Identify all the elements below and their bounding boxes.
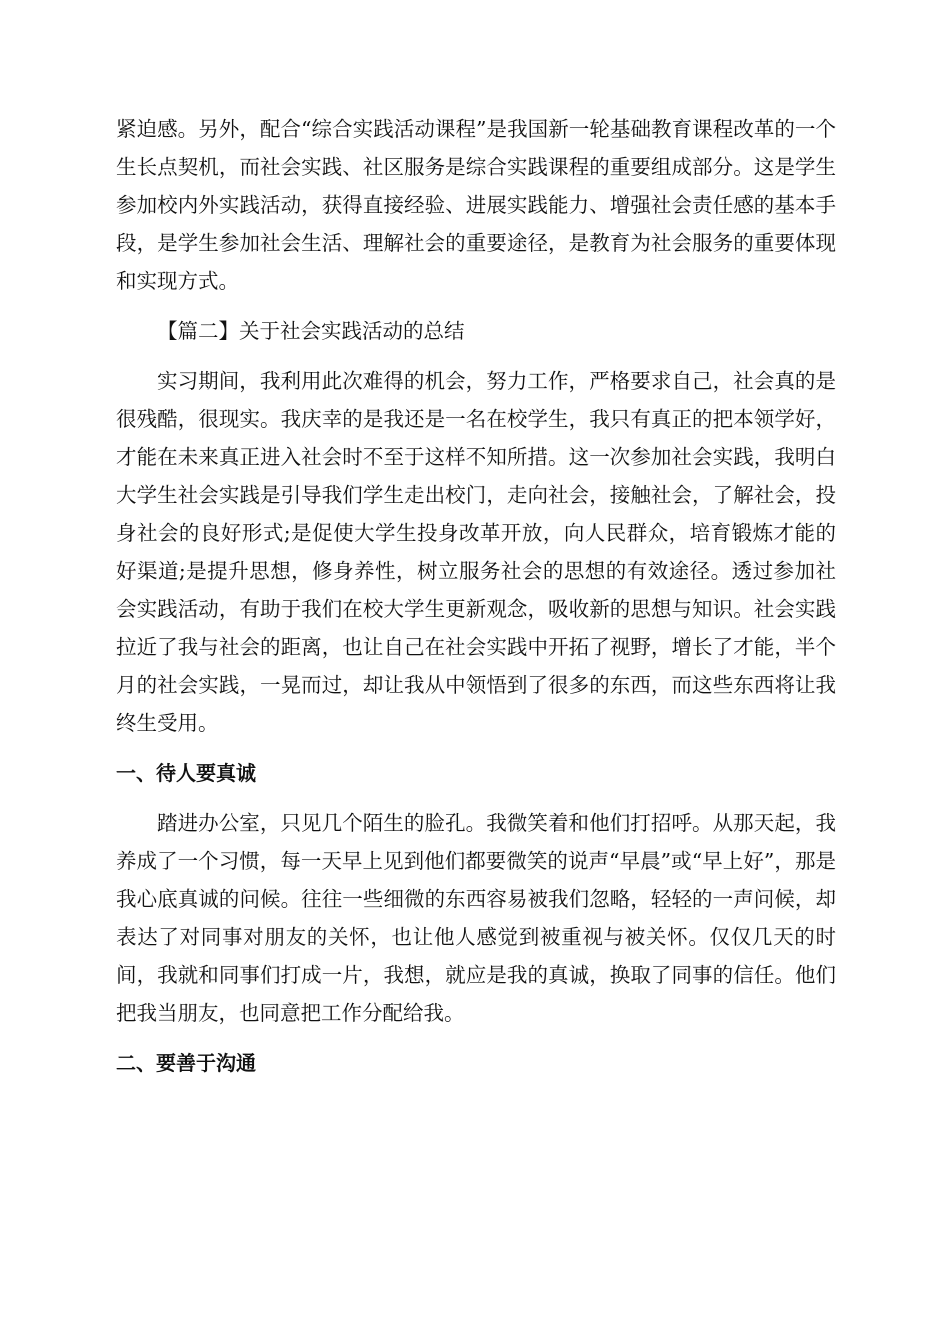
spacer [116, 792, 836, 804]
paragraph-practice-summary: 实习期间，我利用此次难得的机会，努力工作，严格要求自己，社会真的是很残酷，很现实。我庆幸的是我还是一名在校学生，我只有真正的把本领学好，才能在未来真正进入社会时不至于这样不知所措。这一次参加社会实践，我明白大学生社会实践是引导我们学生走出校门，走向社会，接触社会，了解社会，投身社会的良好形式;是促使大学生投身改革开放，向人民群众，培育锻炼才能的好渠道;是提升思想，修身养性，树立服务社会的思想的有效途径。透过参加社会实践活动，有助于我们在校大学生更新观念，吸收新的思想与知识。社会实践拉近了我与社会的距离，也让自己在社会实践中开拓了视野，增长了才能，半个月的社会实践，一晃而过，却让我从中领悟到了很多的东西，而这些东西将让我终生受用。 [116, 369, 836, 735]
document-body [116, 110, 836, 1082]
intro-paragraph: 紧迫感。另外，配合“综合实践活动课程”是我国新一轮基础教育课程改革的一个生长点契机，而社会实践、社区服务是综合实践课程的重要组成部分。这是学生参加校内外实践活动，获得直接经验、进展实践能力、增强社会责任感的基本手段，是学生参加社会生活、理解社会的重要途径，是教育为社会服务的重要体现和实现方式。 [116, 117, 836, 293]
heading-sincerity: 一、待人要真诚 [116, 761, 256, 785]
spacer [116, 300, 836, 312]
spacer [116, 1032, 836, 1044]
section-title: 【篇二】关于社会实践活动的总结 [157, 319, 465, 343]
spacer [116, 742, 836, 754]
paragraph-sincerity: 踏进办公室，只见几个陌生的脸孔。我微笑着和他们打招呼。从那天起，我养成了一个习惯，每一天早上见到他们都要微笑的说声“早晨”或“早上好”，那是我心底真诚的问候。往往一些细微的东西容易被我们忽略，轻轻的一声问候，却表达了对同事对朋友的关怀，也让他人感觉到被重视与被关怀。仅仅几天的时间，我就和同事们打成一片，我想，就应是我的真诚，换取了同事的信任。他们把我当朋友，也同意把工作分配给我。 [116, 811, 836, 1025]
heading-communication: 二、要善于沟通 [116, 1051, 256, 1075]
spacer [116, 350, 836, 362]
